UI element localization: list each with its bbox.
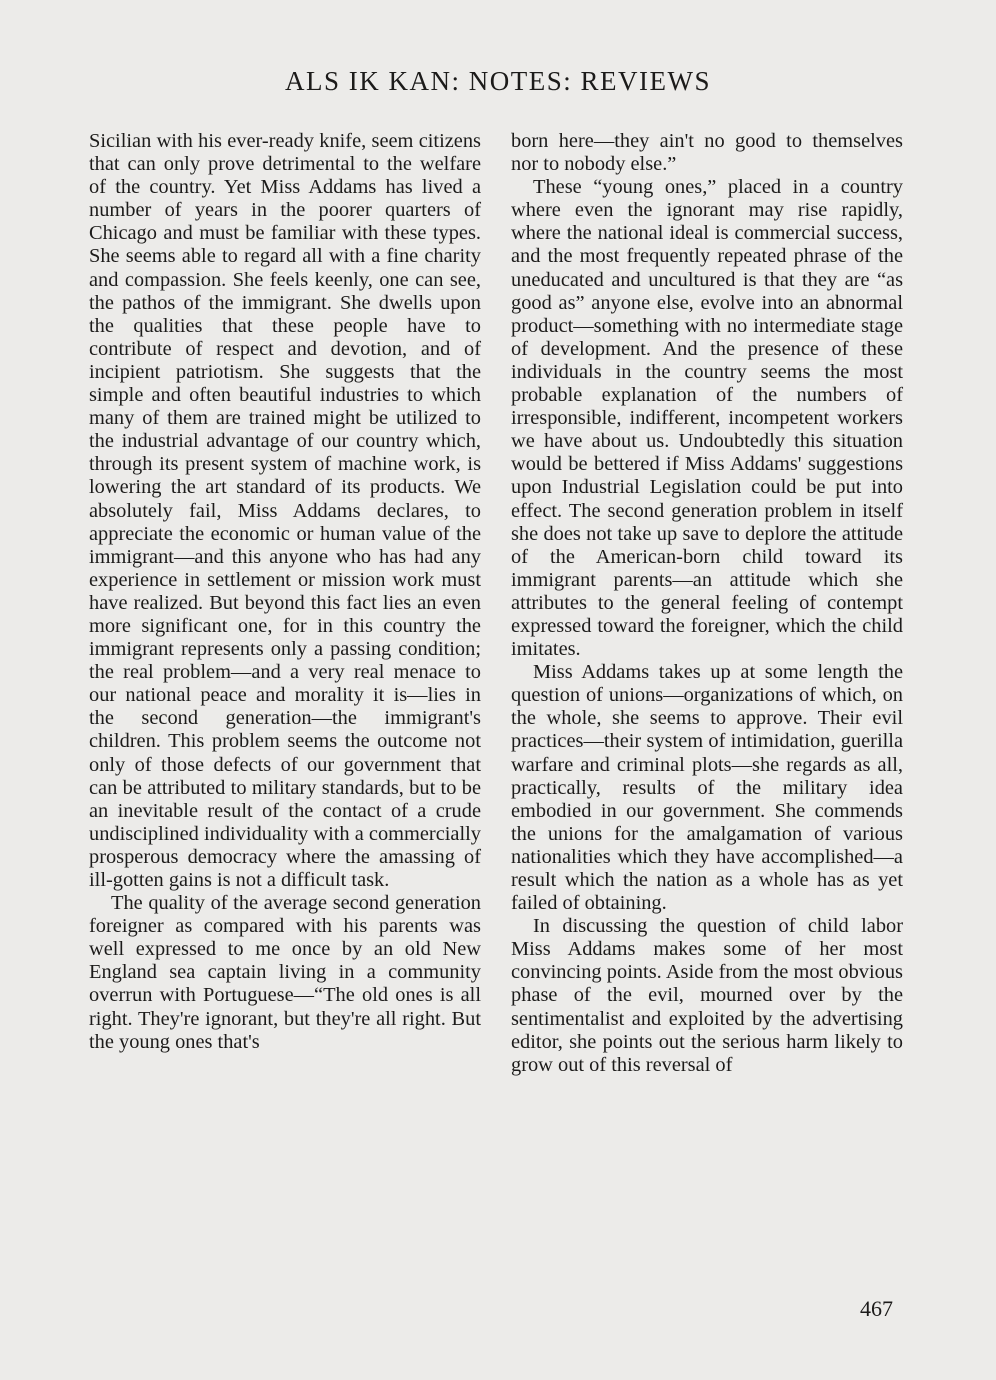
- paragraph: Sicilian with his ever-ready knife, seem citizens that can only prove detrimental to the welfare of the country. Yet Miss Addams has lived a number of years in the poorer quarters of Chicago and must be familiar with these types. She seems able to regard all with a fine charity and compassion. She feels keenly, one can see, the pathos of the immigrant. She dwells upon the qualities that these people have to contribute of respect and devotion, and of incipient patriotism. She suggests that the simple and often beautiful industries to which many of them are trained might be utilized to the industrial advantage of our country which, through its present system of machine work, is lowering the art standard of its products. We absolutely fail, Miss Addams declares, to appreciate the economic or human value of the immigrant—and this anyone who has had any experience in settlement or mission work must have realized. But beyond this fact lies an even more significant one, for in this country the immigrant represents only a passing condition; the real problem—and a very real menace to our national peace and morality it is—lies in the second generation—the immigrant's children. This problem seems the outcome not only of those defects of our government that can be attributed to military standards, but to be an inevitable result of the contact of a crude undisciplined individuality with a commercially prosperous democracy where the amassing of ill-gotten gains is not a difficult task.: [89, 130, 481, 891]
- paragraph: In discussing the question of child labor Miss Addams makes some of her most convincing points. Aside from the most obvious phase of the evil, mourned over by the sentimentalist and exploited by the advertising editor, she points out the serious harm likely to grow out of this reversal of: [511, 915, 903, 1076]
- left-column: [89, 130, 481, 1054]
- paragraph: These “young ones,” placed in a country where even the ignorant may rise rapidly, where the national ideal is commercial success, and the most frequently repeated phrase of the uneducated and uncultured is that they are “as good as” anyone else, evolve into an abnormal product—something with no intermediate stage of development. And the presence of these individuals in the country seems the most probable explanation of the numbers of irresponsible, indifferent, incompetent workers we have about us. Undoubtedly this situation would be bettered if Miss Addams' suggestions upon Industrial Legislation could be put into effect. The second generation problem in itself she does not take up save to deplore the attitude of the American-born child toward its immigrant parents—an attitude which she attributes to the general feeling of contempt expressed toward the foreigner, which the child imitates.: [511, 176, 903, 661]
- page-number: 467: [860, 1296, 893, 1321]
- paragraph: The quality of the average second generation foreigner as compared with his parents was well expressed to me once by an old New England sea captain living in a community overrun with Portuguese—“The old ones is all right. They're ignorant, but they're all right. But the young ones that's: [89, 892, 481, 1053]
- paragraph: born here—they ain't no good to themselves nor to nobody else.”: [511, 130, 903, 176]
- right-column: [511, 130, 903, 1077]
- paragraph: Miss Addams takes up at some length the question of unions—organizations of which, on the whole, she seems to approve. Their evil practices—their system of intimidation, guerilla warfare and criminal plots—she regards as all, practically, results of the military idea embodied in our government. She commends the unions for the amalgamation of various nationalities which they have accomplished—a result which the nation as a whole has as yet failed of obtaining.: [511, 661, 903, 915]
- running-header: ALS IK KAN: NOTES: REVIEWS: [285, 66, 711, 96]
